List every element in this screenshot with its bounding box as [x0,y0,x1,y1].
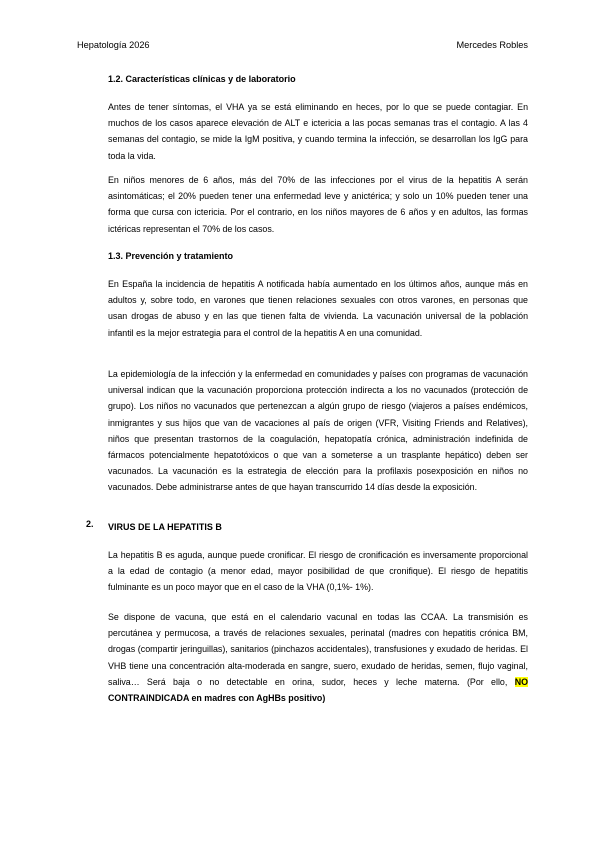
section-2-number: 2. [86,519,94,529]
section-1-2-paragraph-1: Antes de tener síntomas, el VHA ya se está eliminando en heces, por lo que se puede contagiar. En muchos de los casos aparece elevación de ALT e ictericia a las pocas semanas tras el contagio. A las 4 semanas del contagio, se mide la IgM positiva, y cuando termina la infección, se desarrollan los IgG para toda la vida. [108,102,528,161]
section-1-3-paragraph-2: La epidemiología de la infección y la enfermedad en comunidades y países con programas de vacunación universal indican que la vacunación proporciona protección indirecta a los no vacunados (protección de grupo). Los niños no vacunados que pertenezcan a algún grupo de riesgo (viajeros a países endémicos, inmigrantes y sus hijos que van de vacaciones al país de origen (VFR, Visiting Friends and Relatives), niños que presentan trastornos de la coagulación, hepatopatía crónica, administración indefinida de fármacos potencialmente hepatotóxicos o que van a someterse a un trasplante hepático) deben ser vacunados. La vacunación es la estrategia de elección para la profilaxis posexposición en niños no vacunados. Debe administrarse antes de que hayan transcurrido 14 días desde la exposición. [108,369,528,493]
highlighted-no: NO [514,676,528,687]
section-1-3-title: 1.3. Prevención y tratamiento [108,251,234,261]
header-course-title: Hepatología 2026 [77,40,150,50]
header-author: Mercedes Robles [456,40,528,50]
section-2-paragraph-2 [108,609,528,706]
section-2-title: VIRUS DE LA HEPATITIS B [108,522,222,532]
contraindication-note: CONTRAINDICADA en madres con AgHBs positivo) [108,693,326,704]
section-1-2-paragraph-2: En niños menores de 6 años, más del 70% de las infecciones por el virus de la hepatitis A serán asintomáticas; el 20% pueden tener una enfermedad leve y anictérica; y solo un 10% pueden tener una forma que cursa con ictericia. Por el contrario, en los niños mayores de 6 años y en adultos, las formas ictéricas representan el 70% de los casos. [108,175,528,234]
section-1-2-title: 1.2. Características clínicas y de laboratorio [108,74,296,84]
section-1-3-paragraph-1: En España la incidencia de hepatitis A notificada había aumentado en los últimos años, aunque más en adultos y, sobre todo, en varones que tienen relaciones sexuales con otros varones, en personas que usan drogas de abuso y en las que tienen falta de vivienda. La vacunación universal de la población infantil es la mejor estrategia para el control de la hepatitis A en una comunidad. [108,279,528,338]
section-2-paragraph-1: La hepatitis B es aguda, aunque puede cronificar. El riesgo de cronificación es inversamente proporcional a la edad de contagio (a menor edad, mayor posibilidad de que cronifique). El riesgo de hepatitis fulminante es un poco mayor que en el caso de la VHA (0,1%- 1%). [108,550,528,593]
section-2-paragraph-2-text: Se dispone de vacuna, que está en el calendario vacunal en todas las CCAA. La transmisión es percutánea y permucosa, a través de relaciones sexuales, perinatal (madres con hepatitis crónica BM, drogas (compartir jeringuillas), sanitarios (pinchazos accidentales), transfusiones y exudado de heridas. El VHB tiene una concentración alta-moderada en sangre, suero, exudado de heridas, semen, flujo vaginal, saliva… Será baja o no detectable en orina, sudor, heces y leche materna. (Por ello, [108,612,528,687]
